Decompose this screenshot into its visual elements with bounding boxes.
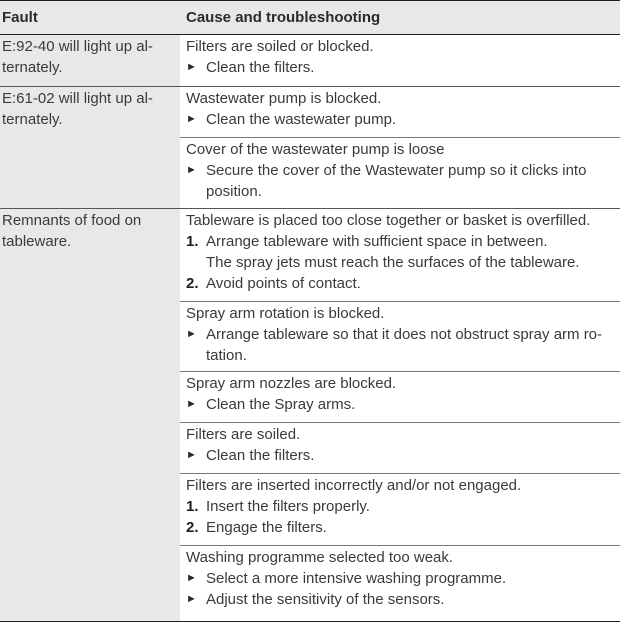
fault-line: E:61-02 will light up al- (2, 90, 153, 107)
cause-block (186, 36, 616, 78)
cause-title: Filters are inserted incorrectly and/or not engaged. (186, 477, 522, 494)
step (186, 589, 616, 610)
cause-title: Tableware is placed too close together or basket is overfilled. (186, 212, 591, 229)
table-bottom-border (0, 621, 620, 622)
step-text: Adjust the sensitivity of the sensors. (206, 591, 445, 608)
step-text: Avoid points of contact. (206, 275, 361, 292)
step-text: Select a more intensive washing programme. (206, 570, 507, 587)
step (186, 273, 616, 294)
step (186, 568, 616, 589)
header-cause: Cause and troubleshooting (186, 9, 381, 26)
fault-line: Remnants of food on (2, 212, 142, 229)
step (186, 445, 616, 466)
step-number: 1. (186, 498, 199, 515)
cause-title: Filters are soiled. (186, 426, 301, 443)
cause-divider (180, 137, 620, 138)
fault-text (2, 36, 174, 78)
row-divider (0, 86, 620, 87)
step-text: Arrange tableware with sufficient space in between. (206, 233, 548, 250)
step (186, 324, 616, 345)
step-text: Engage the filters. (206, 519, 327, 536)
step (186, 394, 616, 415)
cause-title: Cover of the wastewater pump is loose (186, 141, 445, 158)
cause-divider (180, 545, 620, 546)
cause-title: Washing programme selected too weak. (186, 549, 454, 566)
fault-text (2, 88, 174, 130)
cause-block (186, 88, 616, 130)
fault-cell-bg (0, 208, 180, 621)
arrow-bullet-icon: ► (186, 164, 197, 176)
arrow-bullet-icon: ► (186, 593, 197, 605)
step (186, 160, 616, 181)
step (186, 231, 616, 252)
step-number: 1. (186, 233, 199, 250)
cause-block (186, 210, 616, 294)
step-text-cont: position. (206, 183, 262, 200)
step (186, 517, 616, 538)
fault-text (2, 210, 174, 252)
step-text: Clean the wastewater pump. (206, 111, 397, 128)
cause-block (186, 373, 616, 415)
fault-line: ternately. (2, 59, 63, 76)
arrow-bullet-icon: ► (186, 398, 197, 410)
arrow-bullet-icon: ► (186, 449, 197, 461)
cause-block (186, 139, 616, 202)
arrow-bullet-icon: ► (186, 113, 197, 125)
arrow-bullet-icon: ► (186, 61, 197, 73)
cause-divider (180, 371, 620, 372)
step-text-cont: tation. (206, 347, 247, 364)
step-text: Clean the filters. (206, 447, 315, 464)
step-text: Insert the filters properly. (206, 498, 370, 515)
step-number: 2. (186, 275, 199, 292)
cause-title: Wastewater pump is blocked. (186, 90, 382, 107)
step (186, 109, 616, 130)
cause-title: Spray arm nozzles are blocked. (186, 375, 397, 392)
cause-block (186, 303, 616, 366)
fault-line: ternately. (2, 111, 63, 128)
cause-block (186, 475, 616, 538)
step-text: Arrange tableware so that it does not obstruct spray arm ro- (206, 326, 603, 343)
fault-line: tableware. (2, 233, 72, 250)
cause-divider (180, 301, 620, 302)
step-text: Clean the filters. (206, 59, 315, 76)
table-header (0, 0, 620, 35)
fault-line: E:92-40 will light up al- (2, 38, 153, 55)
step-text: Clean the Spray arms. (206, 396, 356, 413)
step (186, 496, 616, 517)
row-divider (0, 208, 620, 209)
cause-title: Spray arm rotation is blocked. (186, 305, 385, 322)
cause-block (186, 547, 616, 610)
step-number: 2. (186, 519, 199, 536)
step-text-cont: The spray jets must reach the surfaces of the tableware. (206, 254, 580, 271)
arrow-bullet-icon: ► (186, 328, 197, 340)
cause-block (186, 424, 616, 466)
cause-divider (180, 473, 620, 474)
cause-title: Filters are soiled or blocked. (186, 38, 374, 55)
step-text: Secure the cover of the Wastewater pump so it clicks into (206, 162, 587, 179)
step (186, 57, 616, 78)
header-fault: Fault (2, 9, 38, 26)
arrow-bullet-icon: ► (186, 572, 197, 584)
cause-divider (180, 422, 620, 423)
